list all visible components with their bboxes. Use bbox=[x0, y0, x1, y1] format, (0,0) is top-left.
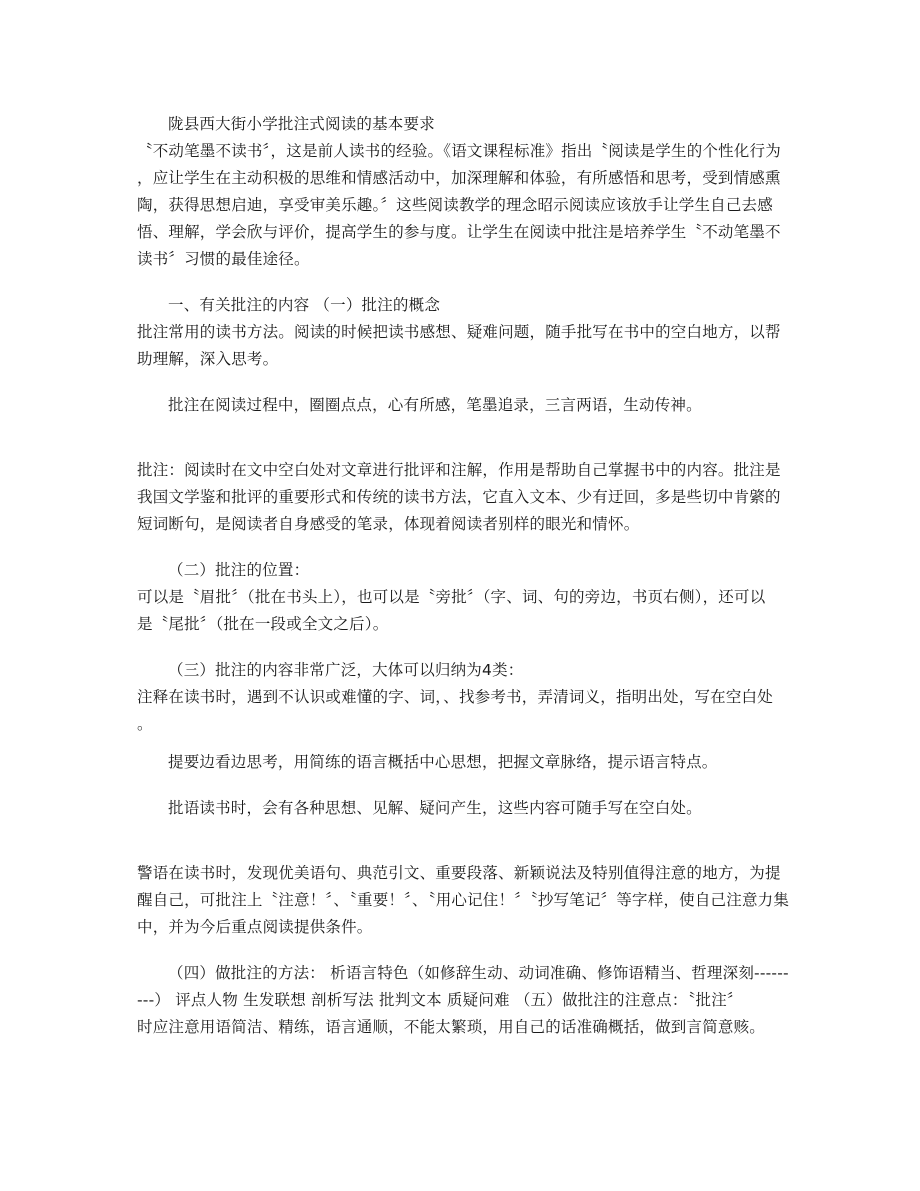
section3-summary: 提要边看边思考，用简练的语言概括中心思想，把握文章脉络，提示语言特点。 bbox=[168, 753, 718, 771]
document-title: 陇县西大街小学批注式阅读的基本要求 bbox=[168, 115, 435, 133]
section2-text-line: 可以是〝眉批〞（批在书头上），也可以是〝旁批〞（字、词、句的旁边，书页右侧），还可以 bbox=[137, 588, 766, 606]
definition-line: 我国文学鉴和批评的重要形式和传统的读书方法，它直入文本、少有迂回，多是些切中肯綮的 bbox=[137, 488, 781, 506]
intro-line: 读书〞习惯的最佳途径。 bbox=[137, 250, 310, 268]
section1-quote: 批注在阅读过程中，圈圈点点，心有所感，笔墨追录，三言两语，生动传神。 bbox=[168, 396, 702, 414]
section1-heading: 一、有关批注的内容 （一）批注的概念 bbox=[168, 296, 441, 314]
section4-line: ---） 评点人物 生发联想 剖析写法 批判文本 质疑问难 （五）做批注的注意点：〝批注〞 bbox=[137, 991, 743, 1009]
section1-text-line: 助理解，深入思考。 bbox=[137, 350, 279, 368]
section4-line: 时应注意用语简洁、精练，语言通顺，不能太繁琐，用自己的话准确概括，做到言简意赅。 bbox=[137, 1018, 766, 1036]
section2-text-line: 是〝尾批〞（批在一段或全文之后）。 bbox=[137, 615, 389, 633]
intro-line: 〝不动笔墨不读书〞，这是前人读书的经验。《语文课程标准》指出〝阅读是学生的个性化行为 bbox=[137, 142, 781, 160]
section4-line: （四）做批注的方法： 析语言特色（如修辞生动、动词准确、修饰语精当、哲理深刻------ bbox=[168, 964, 789, 982]
intro-line: 悟、理解，学会欣与评价，提高学生的参与度。让学生在阅读中批注是培养学生〝不动笔墨不 bbox=[137, 223, 781, 241]
intro-line: 陶，获得思想启迪，享受审美乐趣。〞这些阅读教学的理念昭示阅读应该放手让学生自己去感 bbox=[137, 196, 773, 214]
section3-warning-line: 醒自己，可批注上〝注意！〞、〝重要！〞、〝用心记住！〞〝抄写笔记〞等字样，使自己注意力集 bbox=[137, 891, 790, 909]
intro-line: ，应让学生在主动积极的思维和情感活动中，加深理解和体验，有所感悟和思考，受到情感熏 bbox=[137, 169, 781, 187]
section3-warning-line: 警语在读书时，发现优美语句、典范引文、重要段落、新颖说法及特别值得注意的地方，为提 bbox=[137, 864, 781, 882]
section3-annotation-line: 。 bbox=[137, 715, 153, 733]
definition-line: 短词断句，是阅读者自身感受的笔录，体现着阅读者别样的眼光和情怀。 bbox=[137, 515, 640, 533]
section3-annotation-line: 注释在读书时，遇到不认识或难懂的字、词，、找参考书，弄清词义，指明出处，写在空白处 bbox=[137, 688, 773, 706]
section3-warning-line: 中，并为今后重点阅读提供条件。 bbox=[137, 918, 373, 936]
section2-heading: （二）批注的位置： bbox=[168, 561, 310, 579]
section1-text-line: 批注常用的读书方法。阅读的时候把读书感想、疑难问题，随手批写在书中的空白地方，以帮 bbox=[137, 323, 781, 341]
section3-heading: （三）批注的内容非常广泛，大体可以归纳为4类： bbox=[168, 661, 524, 679]
definition-line: 批注：阅读时在文中空白处对文章进行批评和注解，作用是帮助自己掌握书中的内容。批注是 bbox=[137, 461, 781, 479]
section3-comment: 批语读书时，会有各种思想、见解、疑问产生，这些内容可随手写在空白处。 bbox=[168, 799, 702, 817]
